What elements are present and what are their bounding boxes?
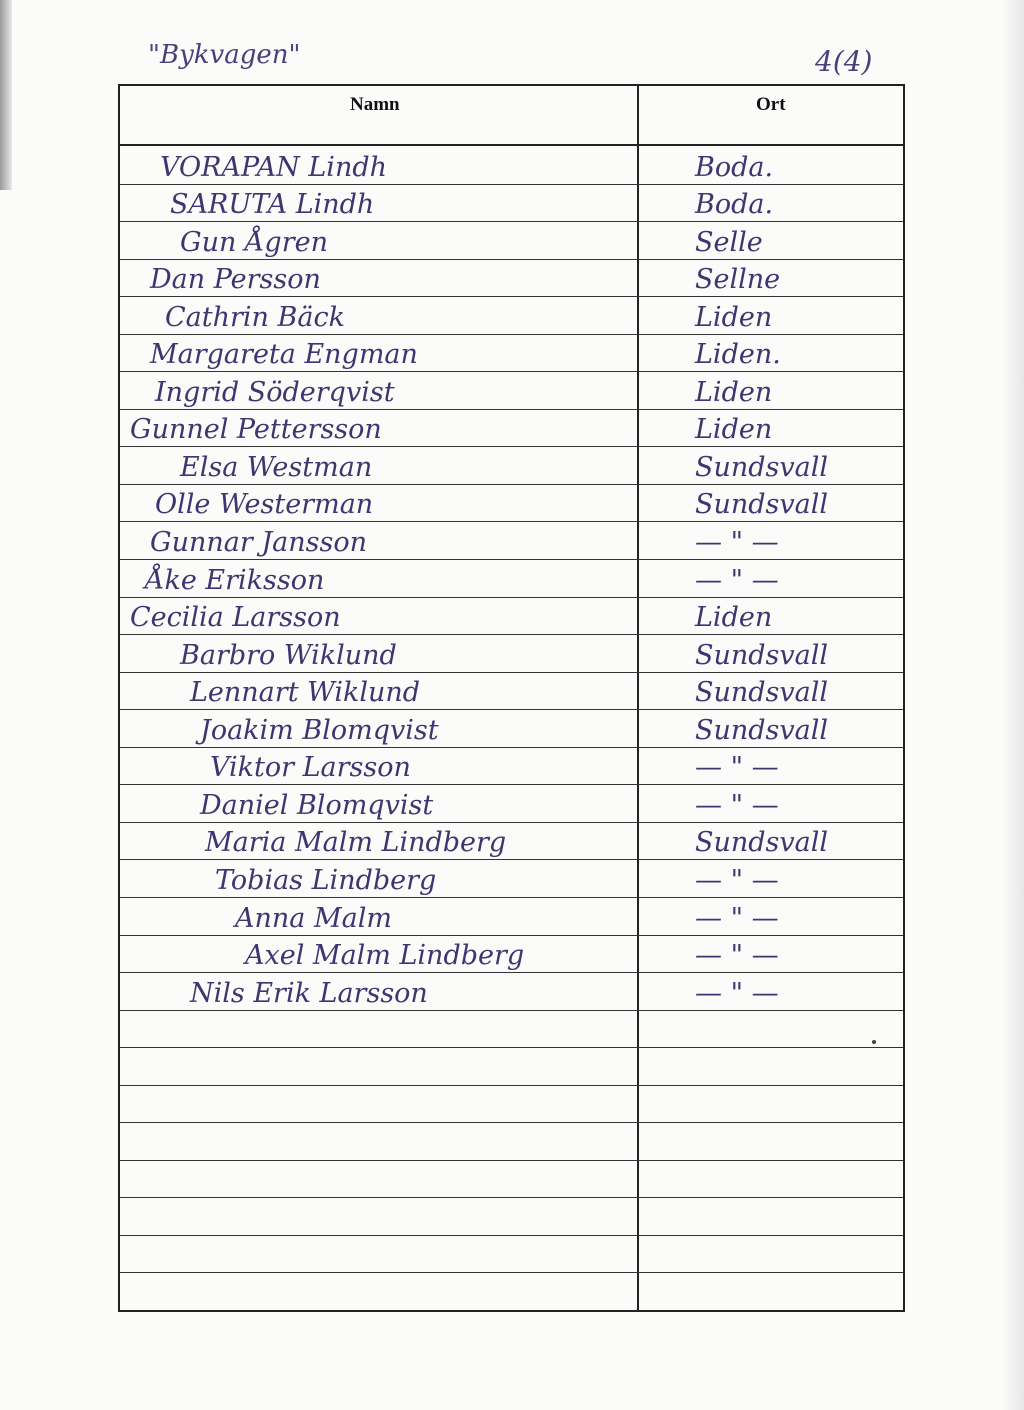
- cell-namn: Daniel Blomqvist: [200, 789, 434, 821]
- table-row: [120, 897, 903, 935]
- table-row: [120, 1272, 903, 1310]
- cell-namn: Nils Erik Larsson: [190, 977, 428, 1009]
- cell-ort: Sundsvall: [695, 639, 829, 671]
- table-row: [120, 1235, 903, 1273]
- table-row: [120, 822, 903, 860]
- table-row: [120, 972, 903, 1010]
- handwritten-list-title: "Bykvagen": [148, 40, 301, 70]
- cell-namn: Gunnar Jansson: [150, 527, 367, 559]
- table-row: [120, 559, 903, 597]
- cell-namn: Joakim Blomqvist: [200, 714, 439, 746]
- cell-ort: Liden: [695, 602, 773, 634]
- cell-ort: — " —: [695, 977, 779, 1009]
- table-row: [120, 259, 903, 297]
- table-row: [120, 935, 903, 973]
- cell-namn: Cecilia Larsson: [130, 602, 341, 634]
- table-row: [120, 1010, 903, 1048]
- cell-ort: — " —: [695, 527, 779, 559]
- cell-ort: — " —: [695, 864, 779, 896]
- cell-namn: Lennart Wiklund: [190, 677, 421, 709]
- ink-speck: [872, 1040, 876, 1044]
- cell-ort: Sellne: [695, 264, 781, 296]
- cell-namn: Margareta Engman: [150, 339, 418, 371]
- cell-ort: Liden: [695, 376, 773, 408]
- table-row: [120, 371, 903, 409]
- cell-namn: Dan Persson: [150, 264, 321, 296]
- cell-ort: Liden.: [695, 339, 781, 371]
- cell-namn: VORAPAN Lindh: [160, 151, 388, 183]
- table-row: [120, 1122, 903, 1160]
- scan-edge-left: [0, 0, 12, 190]
- table-row: [120, 446, 903, 484]
- cell-ort: Sundsvall: [695, 451, 829, 483]
- cell-namn: Åke Eriksson: [145, 564, 325, 596]
- cell-namn: Maria Malm Lindberg: [205, 827, 507, 859]
- table-row: [120, 334, 903, 372]
- cell-namn: Tobias Lindberg: [215, 864, 437, 896]
- table-row: [120, 1197, 903, 1235]
- table-row: [120, 221, 903, 259]
- cell-namn: Barbro Wiklund: [180, 639, 397, 671]
- table-row: [120, 1160, 903, 1198]
- cell-namn: Olle Westerman: [155, 489, 374, 521]
- table-row: [120, 859, 903, 897]
- table-row: [120, 184, 903, 222]
- table-row: [120, 521, 903, 559]
- cell-ort: — " —: [695, 564, 779, 596]
- table-row: [120, 784, 903, 822]
- cell-ort: Liden: [695, 301, 773, 333]
- cell-namn: Gunnel Pettersson: [130, 414, 382, 446]
- cell-ort: — " —: [695, 752, 779, 784]
- signature-table: [118, 84, 905, 1312]
- cell-ort: Sundsvall: [695, 714, 829, 746]
- cell-ort: Boda.: [695, 151, 774, 183]
- table-row: [120, 597, 903, 635]
- cell-namn: Axel Malm Lindberg: [245, 940, 525, 972]
- cell-namn: SARUTA Lindh: [170, 189, 375, 221]
- cell-ort: Sundsvall: [695, 677, 829, 709]
- table-row: [120, 296, 903, 334]
- cell-namn: Ingrid Söderqvist: [155, 376, 395, 408]
- column-header-ort: Ort: [756, 94, 786, 115]
- cell-ort: — " —: [695, 789, 779, 821]
- table-row: [120, 409, 903, 447]
- table-row: [120, 146, 903, 184]
- table-row: [120, 634, 903, 672]
- cell-namn: Cathrin Bäck: [165, 301, 345, 333]
- cell-namn: Anna Malm: [235, 902, 392, 934]
- table-row: [120, 709, 903, 747]
- scan-edge-right: [1002, 0, 1024, 1410]
- cell-ort: Sundsvall: [695, 489, 829, 521]
- cell-ort: Selle: [695, 226, 763, 258]
- table-row: [120, 672, 903, 710]
- cell-ort: Sundsvall: [695, 827, 829, 859]
- table-row: [120, 747, 903, 785]
- table-header-row: [120, 86, 903, 146]
- table-row: [120, 484, 903, 522]
- cell-namn: Viktor Larsson: [210, 752, 411, 784]
- table-row: [120, 1047, 903, 1085]
- cell-namn: Gun Ågren: [180, 226, 328, 258]
- cell-ort: — " —: [695, 902, 779, 934]
- column-header-namn: Namn: [350, 94, 400, 115]
- table-row: [120, 1085, 903, 1123]
- handwritten-page-number: 4(4): [815, 45, 873, 78]
- cell-ort: Boda.: [695, 189, 774, 221]
- cell-namn: Elsa Westman: [180, 451, 373, 483]
- cell-ort: Liden: [695, 414, 773, 446]
- cell-ort: — " —: [695, 940, 779, 972]
